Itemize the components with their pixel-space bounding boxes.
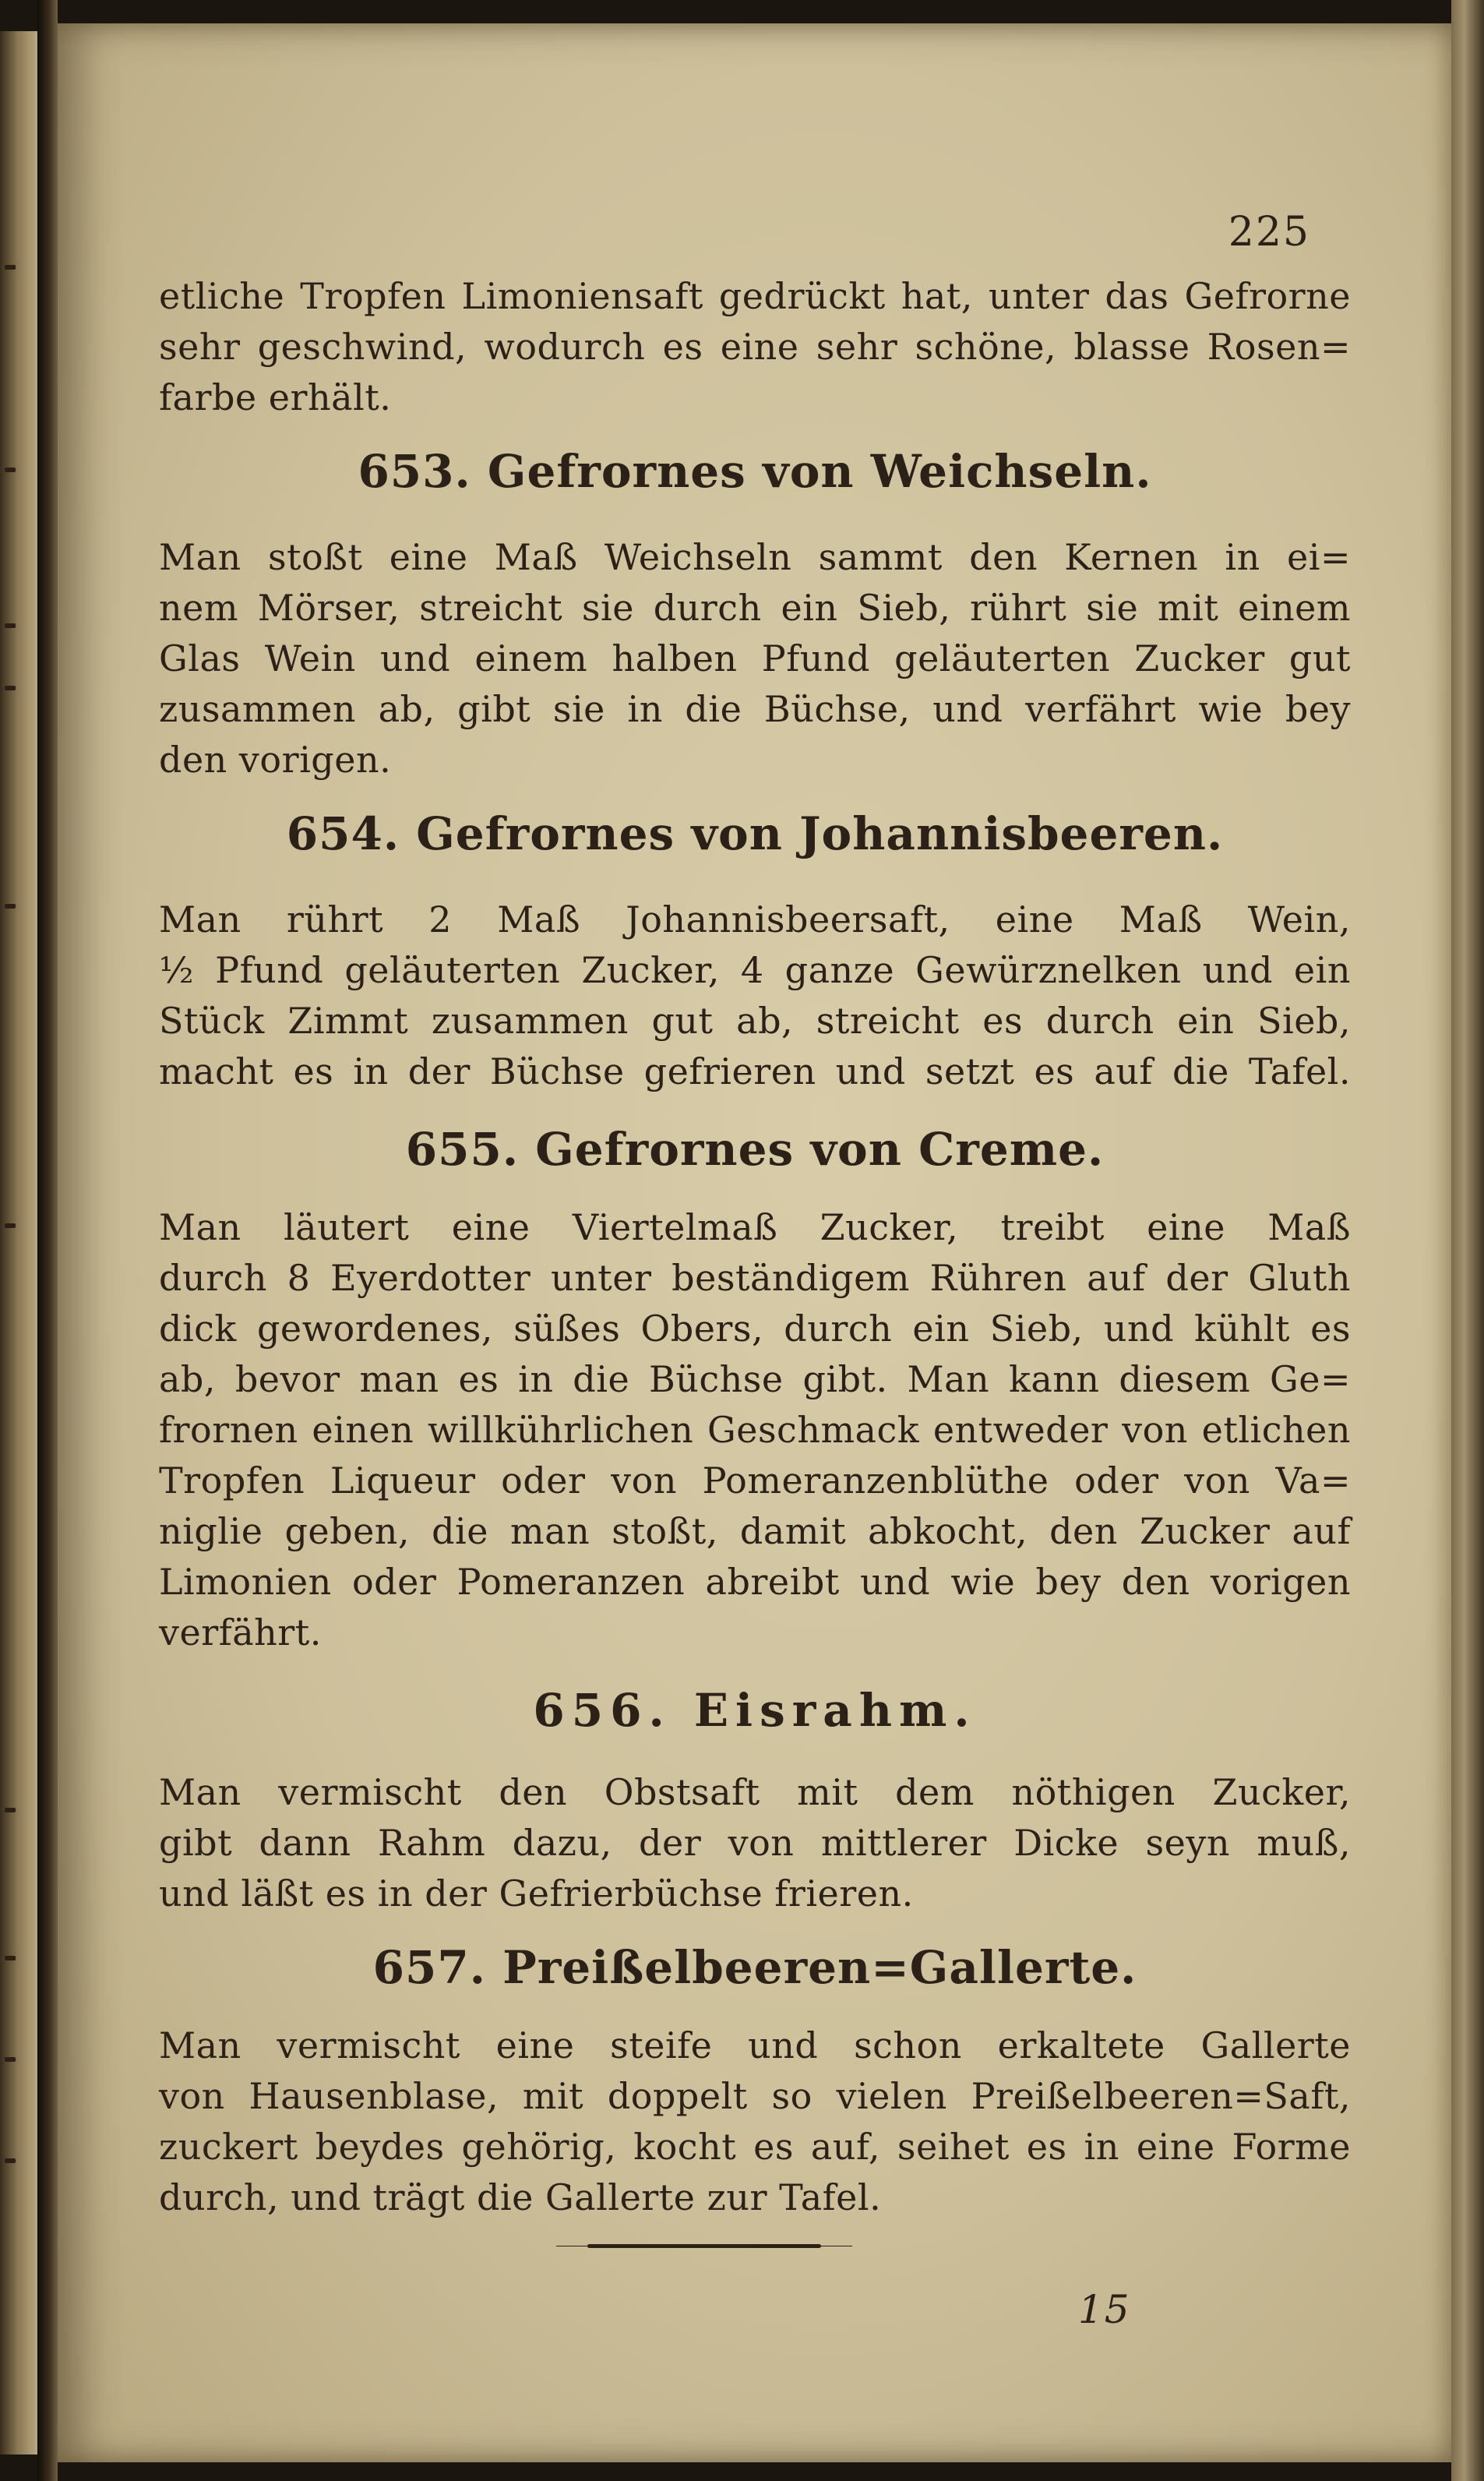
prev-page-glyph: [5, 904, 16, 909]
text-line: Glas Wein und einem halben Pfund geläuterten Zucker gut: [159, 637, 1351, 679]
text-line: Man stoßt eine Maß Weichseln sammt den Kernen in ei=: [159, 536, 1351, 578]
text-line: frornen einen willkührlichen Geschmack entweder von etlichen: [159, 1409, 1351, 1451]
text-line: Limonien oder Pomeranzen abreibt und wie bey den vorigen: [159, 1561, 1351, 1603]
text-line: Man vermischt eine steife und schon erkaltete Gallerte: [159, 2024, 1351, 2066]
book-page: [58, 23, 1452, 2462]
prev-page-glyph: [5, 1808, 16, 1812]
recipe-heading: 656. Eisrahm.: [533, 1684, 977, 1737]
text-line: zusammen ab, gibt sie in die Büchse, und verfährt wie bey: [159, 688, 1351, 730]
text-line: durch 8 Eyerdotter unter beständigem Rühren auf der Gluth: [159, 1257, 1351, 1299]
text-line: Man rührt 2 Maß Johannisbeersaft, eine Maß Wein,: [159, 898, 1351, 941]
prev-page-glyph: [5, 1956, 16, 1960]
text-line: verfährt.: [159, 1611, 322, 1653]
recipe-heading: 654. Gefrornes von Johannisbeeren.: [286, 807, 1224, 860]
prev-page-glyph: [5, 265, 16, 270]
prev-page-glyph: [5, 2057, 16, 2062]
text-line: Man läutert eine Viertelmaß Zucker, treibt eine Maß: [159, 1206, 1351, 1248]
text-line: und läßt es in der Gefrierbüchse frieren.: [159, 1872, 914, 1915]
page-number: 225: [1228, 209, 1310, 256]
text-line: sehr geschwind, wodurch es eine sehr schöne, blasse Rosen=: [159, 326, 1351, 368]
text-line: niglie geben, die man stoßt, damit abkocht, den Zucker auf: [159, 1510, 1351, 1552]
prev-page-glyph: [5, 686, 16, 690]
text-line: ½ Pfund geläuterten Zucker, 4 ganze Gewürznelken und ein: [159, 949, 1351, 991]
text-line: durch, und trägt die Gallerte zur Tafel.: [159, 2176, 882, 2218]
text-line: dick gewordenes, süßes Obers, durch ein Sieb, und kühlt es: [159, 1308, 1351, 1350]
recipe-heading: 657. Preißelbeeren=Gallerte.: [372, 1941, 1137, 1994]
recipe-heading: 655. Gefrornes von Creme.: [405, 1123, 1105, 1176]
text-line: von Hausenblase, mit doppelt so vielen Preißelbeeren=Saft,: [159, 2075, 1351, 2117]
prev-page-glyph: [5, 2158, 16, 2163]
text-line: Man vermischt den Obstsaft mit dem nöthigen Zucker,: [159, 1771, 1351, 1813]
section-divider: [587, 2244, 821, 2248]
book-gutter: [37, 0, 58, 2481]
text-line: gibt dann Rahm dazu, der von mittlerer Dicke seyn muß,: [159, 1822, 1351, 1864]
previous-page-edge: [0, 31, 37, 2455]
text-line: nem Mörser, streicht sie durch ein Sieb, rührt sie mit einem: [159, 587, 1351, 629]
signature-mark: 15: [1078, 2287, 1131, 2332]
prev-page-glyph: [5, 1223, 16, 1228]
text-line: zuckert beydes gehörig, kocht es auf, seihet es in eine Forme: [159, 2126, 1351, 2168]
page-edge: [1451, 0, 1484, 2481]
text-line: macht es in der Büchse gefrieren und setzt es auf die Tafel.: [159, 1050, 1351, 1092]
prev-page-glyph: [5, 623, 16, 628]
text-line: Tropfen Liqueur oder von Pomeranzenblüthe oder von Va=: [159, 1459, 1351, 1502]
text-line: farbe erhält.: [159, 376, 392, 418]
text-line: ab, bevor man es in die Büchse gibt. Man kann diesem Ge=: [159, 1358, 1351, 1400]
text-line: etliche Tropfen Limoniensaft gedrückt hat, unter das Gefrorne: [159, 275, 1351, 317]
text-line: Stück Zimmt zusammen gut ab, streicht es durch ein Sieb,: [159, 1000, 1351, 1042]
prev-page-glyph: [5, 468, 16, 472]
text-line: den vorigen.: [159, 739, 392, 781]
recipe-heading: 653. Gefrornes von Weichseln.: [358, 445, 1152, 498]
